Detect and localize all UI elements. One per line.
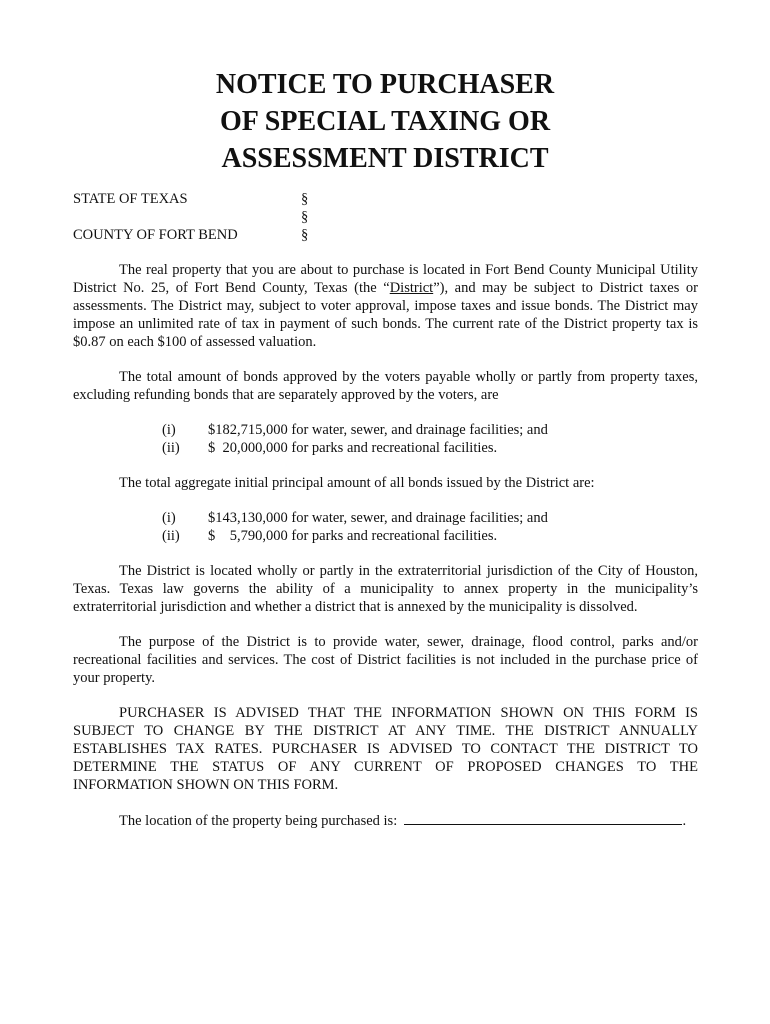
paragraph-issued-bonds: The total aggregate initial principal amount of all bonds issued by the District are: <box>119 475 595 491</box>
paragraph-etj: The District is located wholly or partly in the extraterritorial jurisdiction of the City of Houston, Texas. Texas law governs the ability of a municipality to annex property in the municipality’s extraterritorial jurisdiction and whether a district that is annexed by the municipality is dissolved. <box>73 563 698 615</box>
issued-bonds-list <box>73 509 698 545</box>
title-line-3: ASSESSMENT DISTRICT <box>221 143 549 174</box>
title-line-1: NOTICE TO PURCHASER <box>215 69 555 100</box>
section-symbol-3: § <box>301 227 309 243</box>
paragraph-purchaser-advisory: PURCHASER IS ADVISED THAT THE INFORMATION SHOWN ON THIS FORM IS SUBJECT TO CHANGE BY THE DISTRICT AT ANY TIME. THE DISTRICT ANNUALLY ESTABLISHES TAX RATES. PURCHASER IS ADVISED TO CONTACT THE DISTRICT TO DETERMINE THE STATUS OF ANY CURRENT OF PROPOSED CHANGES TO THE INFORMATION SHOWN ON THIS FORM. <box>73 705 698 793</box>
list-item: (i) $182,715,000 for water, sewer, and drainage facilities; and <box>162 422 548 438</box>
property-location-blank[interactable] <box>404 811 682 825</box>
section-symbol-2: § <box>301 209 309 225</box>
list-item: (i) $143,130,000 for water, sewer, and drainage facilities; and <box>162 510 548 526</box>
state-label: STATE OF TEXAS <box>73 191 188 207</box>
county-label: COUNTY OF FORT BEND <box>73 227 238 243</box>
jurisdiction-caption <box>73 190 703 244</box>
title-line-2: OF SPECIAL TAXING OR <box>219 106 551 137</box>
list-item: (ii) $ 20,000,000 for parks and recreational facilities. <box>162 440 498 456</box>
district-defined-term: District <box>389 280 434 296</box>
section-symbol-1: § <box>301 191 309 207</box>
document-title <box>0 66 770 177</box>
paragraph-district-location: The real property that you are about to purchase is located in Fort Bend County Municipal Utility District No. 25, of Fort Bend County, Texas (the “District”), and may be subject to District taxes or assessments. The District may, subject to voter approval, impose taxes and issue bonds. The District may impose an unlimited rate of tax in payment of such bonds. The current rate of the District property tax is $0.87 on each $100 of assessed valuation. <box>73 262 698 350</box>
notice-body <box>73 261 698 847</box>
paragraph-purpose: The purpose of the District is to provide water, sewer, drainage, flood control, parks and/or recreational facilities and services. The cost of District facilities is not included in the purchase price of your property. <box>73 634 698 686</box>
paragraph-approved-bonds: The total amount of bonds approved by the voters payable wholly or partly from property taxes, excluding refunding bonds that are separately approved by the voters, are <box>73 369 698 403</box>
paragraph-property-location: The location of the property being purchased is: . <box>119 813 687 829</box>
list-item: (ii) $ 5,790,000 for parks and recreational facilities. <box>162 528 498 544</box>
approved-bonds-list <box>73 421 698 457</box>
